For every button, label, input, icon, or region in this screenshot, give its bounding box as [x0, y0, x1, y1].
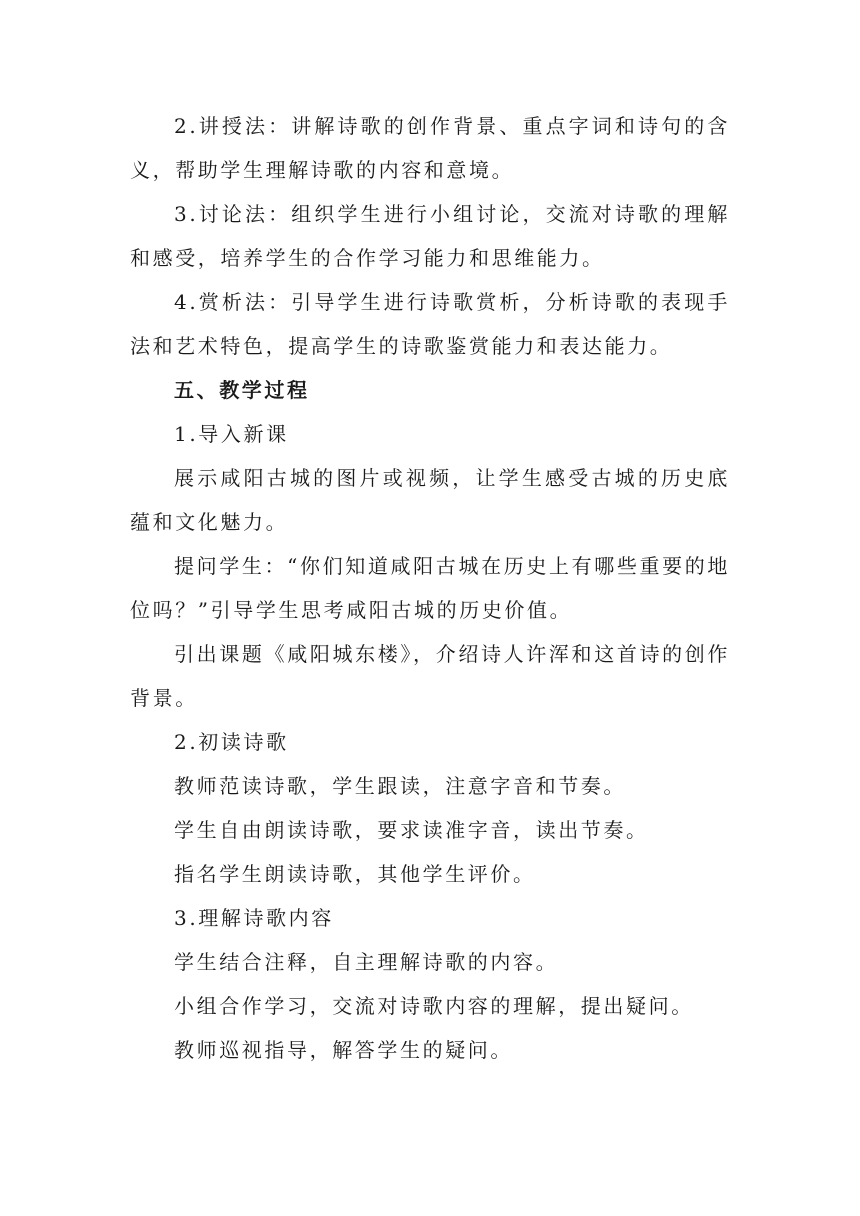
step1-paragraph: 引出课题《咸阳城东楼》，介绍诗人许浑和这首诗的创作背景。: [130, 642, 730, 710]
step1-paragraph: 提问学生：“你们知道咸阳古城在历史上有哪些重要的地位吗？”引导学生思考咸阳古城的历史价值。: [130, 554, 730, 622]
step3-paragraph: 学生结合注释，自主理解诗歌的内容。: [174, 950, 559, 974]
step2-paragraph: 教师范读诗歌，学生跟读，注意字音和节奏。: [174, 774, 626, 798]
step-title-first-reading: 2.初读诗歌: [174, 730, 289, 754]
document-page: [130, 104, 730, 1072]
step2-paragraph: 学生自由朗读诗歌，要求读准字音，读出节奏。: [174, 818, 649, 842]
method-item-discussion: 3.讨论法：组织学生进行小组讨论，交流对诗歌的理解和感受，培养学生的合作学习能力和思维能力。: [130, 202, 730, 270]
step3-paragraph: 小组合作学习，交流对诗歌内容的理解，提出疑问。: [174, 994, 694, 1018]
step1-paragraph: 展示咸阳古城的图片或视频，让学生感受古城的历史底蕴和文化魅力。: [130, 466, 730, 534]
step2-paragraph: 指名学生朗读诗歌，其他学生评价。: [174, 862, 536, 886]
step-title-understanding: 3.理解诗歌内容: [174, 906, 334, 930]
step3-paragraph: 教师巡视指导，解答学生的疑问。: [174, 1038, 513, 1062]
section-heading-teaching-process: 五、教学过程: [174, 378, 310, 402]
step-title-introduce: 1.导入新课: [174, 422, 289, 446]
method-item-appreciation: 4.赏析法：引导学生进行诗歌赏析，分析诗歌的表现手法和艺术特色，提高学生的诗歌鉴赏能力和表达能力。: [130, 290, 730, 358]
method-item-lecture: 2.讲授法：讲解诗歌的创作背景、重点字词和诗句的含义，帮助学生理解诗歌的内容和意境。: [130, 114, 730, 182]
